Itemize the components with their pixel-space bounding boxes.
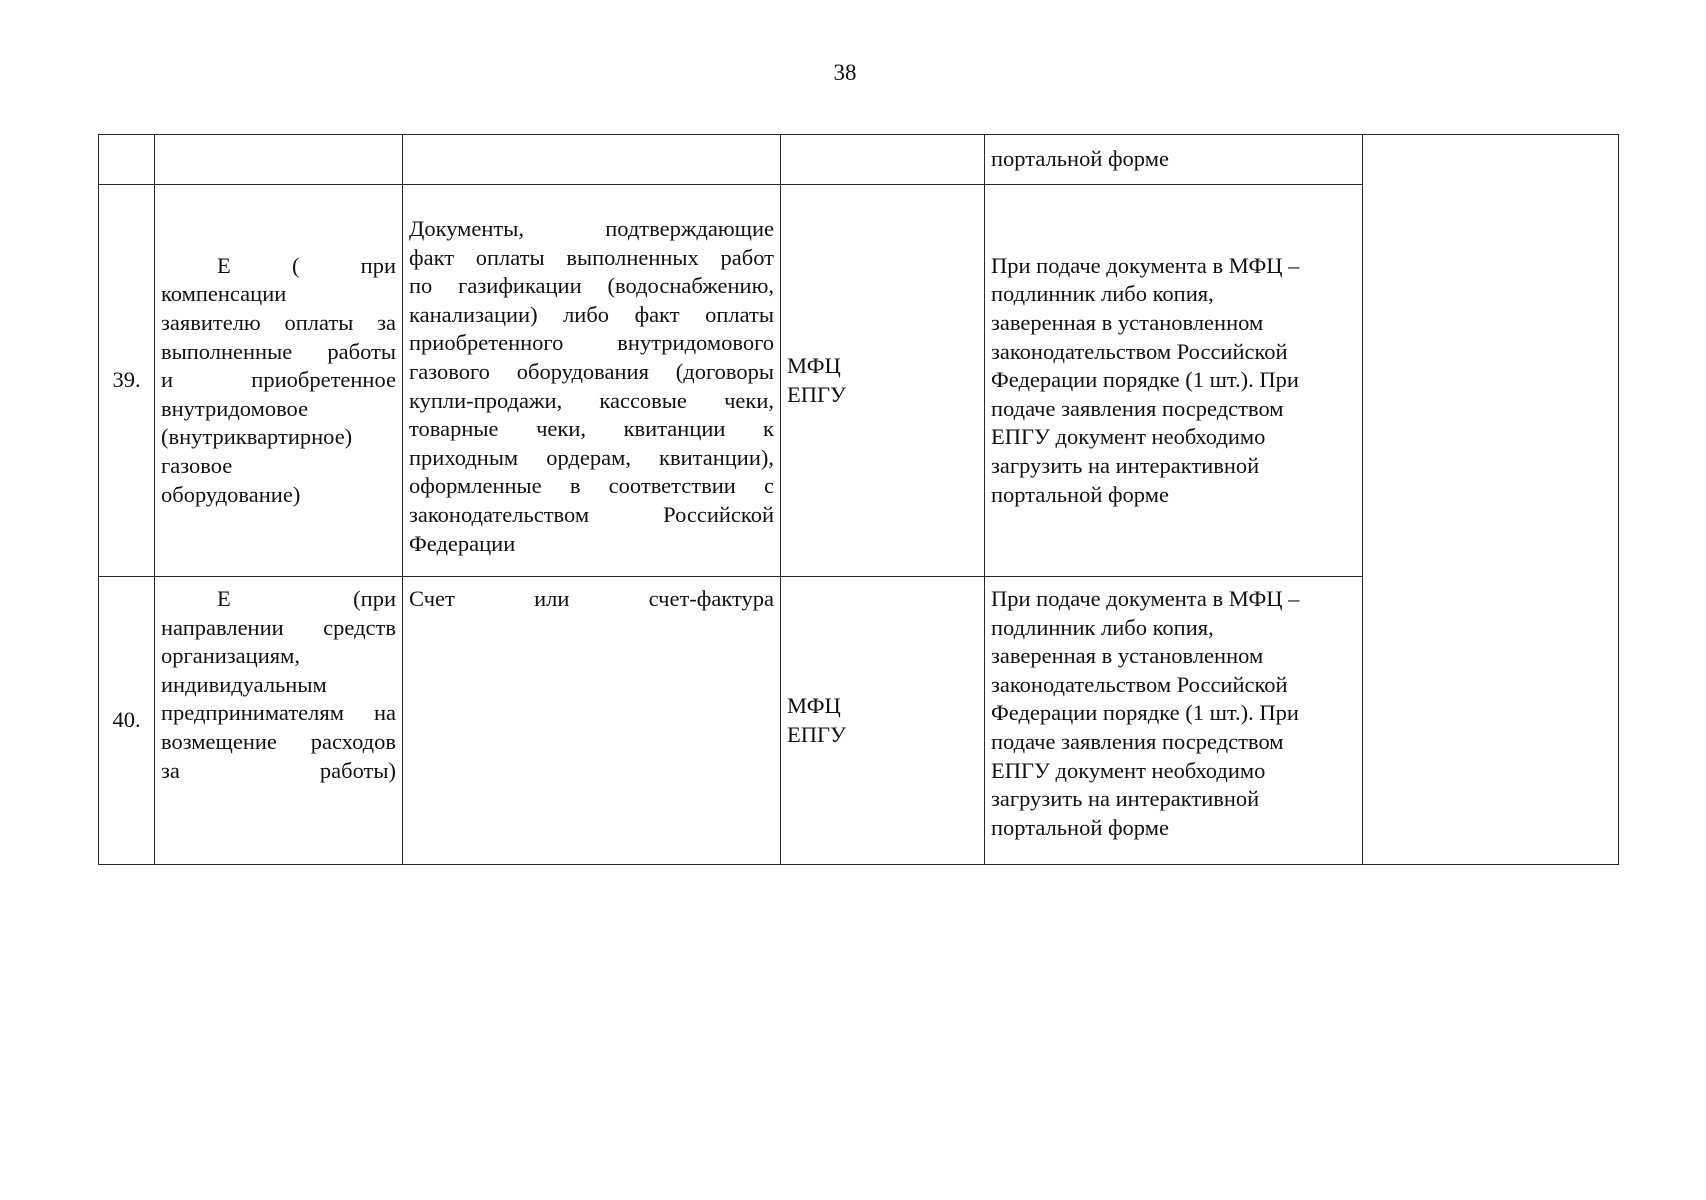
note-line: загрузить на интерактивной (991, 452, 1260, 478)
note-line: законодательством Российской (991, 671, 1288, 697)
place-line: МФЦ (787, 692, 841, 718)
name-line: выполненные работы (161, 338, 396, 364)
note-line: Федерации порядке (1 шт.). При (991, 367, 1299, 393)
name-line: заявителю оплаты за (161, 310, 396, 336)
place-line: ЕПГУ (787, 721, 846, 747)
submission-place-cell (781, 185, 985, 577)
place-line: ЕПГУ (787, 381, 846, 407)
continuation-description-cell (403, 135, 781, 185)
extra-column-cell (1363, 135, 1619, 865)
note-line: заверенная в установленном (991, 310, 1264, 336)
name-line: направлении средств (161, 614, 396, 640)
note-line: подаче заявления посредством (991, 395, 1284, 421)
submission-note-cell (985, 185, 1363, 577)
name-line: компенсации (161, 281, 287, 307)
note-line: законодательством Российской (991, 338, 1288, 364)
note-line: портальной форме (991, 481, 1169, 507)
name-line: оборудование) (161, 481, 301, 507)
description-line: по газификации (водоснабжению, (409, 273, 774, 299)
description-line: товарные чеки, квитанции к (409, 416, 774, 442)
note-line: портальной форме (991, 814, 1169, 840)
requirements-table (98, 134, 1619, 865)
description-line: Счет или счет-фактура (409, 586, 774, 611)
note-line: загрузить на интерактивной (991, 786, 1260, 812)
description-line: оформленные в соответствии с (409, 473, 774, 499)
place-line: МФЦ (787, 352, 841, 378)
description-line: Федерации (409, 530, 516, 556)
note-line: При подаче документа в МФЦ – (991, 586, 1300, 611)
description-line: приобретенного внутридомового (409, 330, 774, 356)
submission-place-cell (781, 577, 985, 865)
note-line: ЕПГУ документ необходимо (991, 757, 1266, 783)
row-number: 39. (99, 185, 155, 577)
note-line: Федерации порядке (1 шт.). При (991, 700, 1299, 726)
note-line: ЕПГУ документ необходимо (991, 424, 1266, 450)
name-line: организациям, (161, 643, 300, 669)
note-line: подлинник либо копия, (991, 614, 1214, 640)
note-line: подаче заявления посредством (991, 728, 1284, 754)
description-line: Документы, подтверждающие (409, 216, 774, 241)
description-line: факт оплаты выполненных работ (409, 244, 774, 270)
continuation-note-cell: портальной форме (985, 135, 1363, 185)
continuation-number-cell (99, 135, 155, 185)
name-line: Е ( при (217, 252, 396, 278)
document-description-cell (403, 185, 781, 577)
name-line: за работы) (161, 757, 396, 783)
continuation-place-cell (781, 135, 985, 185)
description-line: газового оборудования (договоры (409, 358, 774, 384)
name-line: Е (при (217, 586, 396, 611)
continuation-row (99, 135, 1619, 185)
note-line: заверенная в установленном (991, 643, 1264, 669)
name-line: газовое (161, 452, 233, 478)
page-number: 38 (833, 60, 857, 85)
name-line: и приобретенное (161, 367, 396, 393)
document-description-cell (403, 577, 781, 865)
name-line: (внутриквартирное) (161, 424, 353, 450)
name-line: предпринимателям на (161, 700, 396, 726)
name-line: внутридомовое (161, 395, 309, 421)
description-line: законодательством Российской (409, 501, 774, 527)
name-line: индивидуальным (161, 671, 327, 697)
document-name-cell (155, 185, 403, 577)
continuation-name-cell (155, 135, 403, 185)
submission-note-cell (985, 577, 1363, 865)
description-line: канализации) либо факт оплаты (409, 301, 774, 327)
name-line: возмещение расходов (161, 728, 396, 754)
note-line: подлинник либо копия, (991, 281, 1214, 307)
description-line: купли-продажи, кассовые чеки, (409, 387, 774, 413)
description-line: приходным ордерам, квитанции), (409, 444, 774, 470)
row-number: 40. (99, 577, 155, 865)
note-line: При подаче документа в МФЦ – (991, 252, 1300, 278)
document-name-cell (155, 577, 403, 865)
